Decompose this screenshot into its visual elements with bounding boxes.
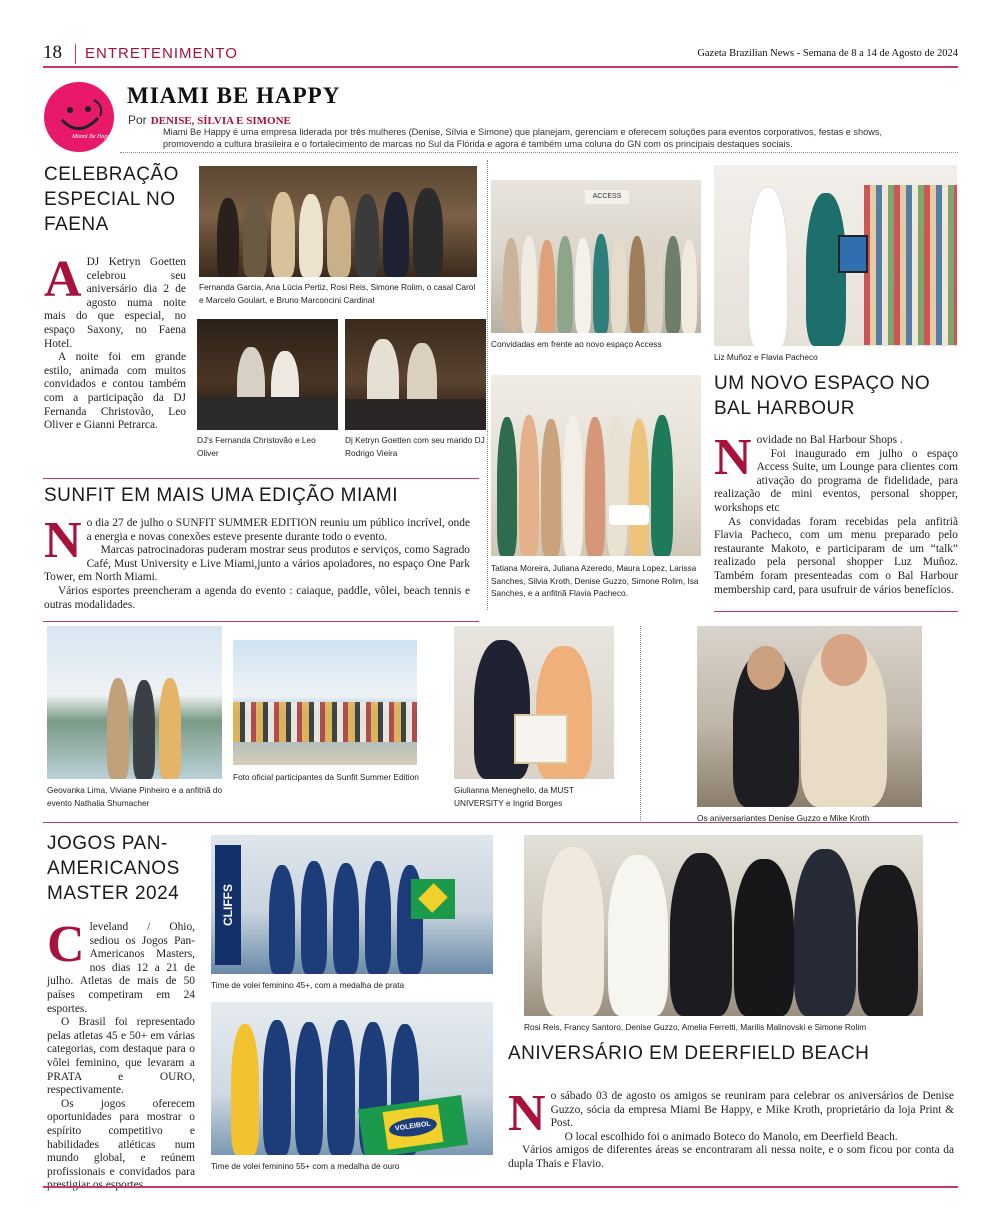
access-column-divider xyxy=(487,160,488,610)
faena-ketryn-photo xyxy=(345,319,486,430)
access-hosts-caption: Liz Muñoz e Flavia Pacheco xyxy=(714,352,818,362)
deerfield-heading: ANIVERSÁRIO EM DEERFIELD BEACH xyxy=(508,1043,870,1064)
bal-harbour-rule xyxy=(714,611,958,612)
masthead-rule xyxy=(43,66,958,68)
deerfield-drop-cap: N xyxy=(508,1085,546,1142)
sunfit-official-caption: Foto oficial participantes da Sunfit Summer Edition xyxy=(233,772,419,782)
volley-45-caption: Time de volei feminino 45+, com a medalha de prata xyxy=(211,980,405,990)
bal-harbour-article xyxy=(714,429,958,597)
voleibol-flag-text: VOLEIBOL xyxy=(388,1115,438,1140)
sunfit-trio-photo xyxy=(47,626,222,779)
faena-ketryn-caption: Dj Ketryn Goetten com seu marido DJ Rodrigo Vieira xyxy=(345,435,485,458)
cliffs-banner: CLIFFS xyxy=(215,845,241,965)
sunfit-paragraph-3: Vários esportes preencheram a agenda do evento : caiaque, paddle, vôlei, beach tennis e outras modalidades. xyxy=(44,584,470,611)
access-front-caption: Convidadas em frente ao novo espaço Access xyxy=(491,339,662,349)
access-hosts-photo xyxy=(714,165,957,346)
column-logo xyxy=(44,82,114,152)
volley-45-photo xyxy=(211,835,493,974)
sunfit-drop-cap: N xyxy=(44,512,82,569)
pan-article xyxy=(47,916,195,1193)
byline-authors: DENISE, SÍLVIA E SIMONE xyxy=(150,115,291,127)
pan-paragraph-1: leveland / Ohio, sediou os Jogos Pan-Americanos Masters, nos dias 12 a 21 de julho. Atletas de mais de 50 países competiram em 24 esportes. xyxy=(47,921,195,1015)
sunfit-paragraph-2: Marcas patrocinadoras puderam mostrar seus produtos e serviços, como Sagrado Café, Must University e Live Miami,junto a vários apoiadores, no espaço One Park Tower, em North Miami. xyxy=(44,544,470,584)
faena-djs-photo xyxy=(197,319,338,430)
deerfield-group-photo xyxy=(524,835,923,1016)
publication-name: Gazeta Brazilian News xyxy=(697,48,795,59)
sunfit-must-photo xyxy=(454,626,614,779)
faena-djs-caption: DJ's Fernanda Christovão e Leo Oliver xyxy=(197,435,316,458)
faena-paragraph-1: DJ Ketryn Goetten celebrou seu aniversário dia 2 de agosto numa noite mais do que especial, no espaço Saxony, no Faena Hotel. xyxy=(44,256,186,350)
issue-week: Semana de 8 a 14 de Agosto de 2024 xyxy=(802,48,958,59)
sunfit-must-caption: Giulianna Meneghello, da MUST UNIVERSITY e Ingrid Borges xyxy=(454,785,574,808)
header-dotted-rule xyxy=(120,152,958,153)
sunfit-bottom-rule xyxy=(43,621,479,622)
masthead-divider xyxy=(75,44,76,64)
access-group-photo xyxy=(491,375,701,556)
bal-harbour-paragraph-3: As convidadas foram recebidas pela anfitriã Flavia Pacheco, com um menu preparado pelo restaurante Makoto, e participaram de um “talk” realizado pela personal shopper Luz Muñoz. Também foram presenteadas com o Bal Harbour membership card, para usufruir de vários benefícios. xyxy=(714,515,958,596)
section-name: ENTRETENIMENTO xyxy=(85,45,238,62)
column-description: Miami Be Happy é uma empresa liderada por três mulheres (Denise, Sílvia e Simone) que planejam, gerenciam e oferecem soluções para eventos corporativos, festas e shows, promovendo a cultura brasileira e o fortalecimento de marcas no Sul da Flórida e agora é também uma coluna do GN com os principais destaques sociais. xyxy=(163,127,883,149)
sunfit-article xyxy=(44,512,470,612)
birthday-divider xyxy=(640,626,641,821)
logo-text: Miami Be Happy xyxy=(72,134,113,140)
pan-heading: JOGOS PAN-AMERICANOS MASTER 2024 xyxy=(47,833,180,904)
bal-harbour-paragraph-2: Foi inaugurado em julho o espaço Access Suite, um Lounge para clientes com ativação do programa de fidelidade, para realização de mini eventos, personal shopper, workshops etc xyxy=(714,447,958,514)
access-front-photo xyxy=(491,180,701,333)
page-number: 18 xyxy=(43,42,62,63)
separator: - xyxy=(796,48,801,59)
bal-harbour-heading: UM NOVO ESPAÇO NO BAL HARBOUR xyxy=(714,373,931,419)
faena-drop-cap: A xyxy=(44,251,82,308)
volley-55-photo xyxy=(211,1002,493,1155)
access-group-caption: Tatiana Moreira, Juliana Azeredo, Maura Lopez, Larissa Sanches, Silvia Kroth, Denise Guzzo, Simone Rolim, Isa Sanches, e a anfitriã Flavia Pacheco. xyxy=(491,563,699,598)
faena-heading: CELEBRAÇÃO ESPECIAL NO FAENA xyxy=(44,164,179,235)
faena-group-caption: Fernanda Garcia, Ana Lúcia Pertiz, Rosi Reis, Simone Rolim, o casal Carol e Marcelo Goulart, e Bruno Marconcini Cardinal xyxy=(199,282,476,305)
birthday-couple-caption: Os aniversariantes Denise Guzzo e Mike Kroth xyxy=(697,813,870,823)
access-store-sign: ACCESS xyxy=(585,190,629,204)
bal-harbour-drop-cap: N xyxy=(714,429,752,486)
footer-rule xyxy=(43,1186,958,1188)
deerfield-paragraph-3: Vários amigos de diferentes áreas se encontraram ali nessa noite, e o som ficou por conta da dupla Thais e Flavio. xyxy=(508,1144,954,1170)
deerfield-paragraph-1: o sábado 03 de agosto os amigos se reuniram para celebrar os aniversários de Denise Guzzo, sócia da empresa Miami Be Happy, e Mike Kroth, proprietário da loja Print & Post. xyxy=(550,1090,954,1130)
photo-row-rule xyxy=(43,822,958,823)
deerfield-paragraph-2: O local escolhido foi o animado Boteco do Manolo, em Deerfield Beach. xyxy=(564,1130,898,1143)
deerfield-photo-caption: Rosi Reis, Francy Santoro, Denise Guzzo, Amelia Ferretti, Marilis Malinovski e Simone Rolim xyxy=(524,1022,867,1032)
sunfit-paragraph-1: o dia 27 de julho o SUNFIT SUMMER EDITION reuniu um público incrível, onde a energia e novas conexões esteve presente durante todo o evento. xyxy=(86,517,470,543)
sunfit-top-rule xyxy=(43,478,479,479)
byline-prefix: Por xyxy=(128,113,147,127)
smiley-logo-icon xyxy=(44,82,114,152)
sunfit-heading: SUNFIT EM MAIS UMA EDIÇÃO MIAMI xyxy=(44,485,399,506)
column-title: MIAMI BE HAPPY xyxy=(127,83,341,108)
birthday-couple-photo xyxy=(697,626,922,807)
faena-paragraph-2: A noite foi em grande estilo, animada com muitos convidados e contou também com a participação da DJ Fernanda Christovão, Leo Oliver e Gianni Petrarca. xyxy=(44,351,186,432)
faena-article xyxy=(44,251,186,433)
pan-paragraph-2: O Brasil foi representado pelas atletas 45 e 50+ em várias categorias, com destaque para o vôlei feminino, que levaram a PRATA e OURO, respectivamente. xyxy=(47,1016,195,1097)
pan-drop-cap: C xyxy=(47,916,85,973)
sunfit-official-photo xyxy=(233,640,417,765)
bal-harbour-paragraph-1: ovidade no Bal Harbour Shops . xyxy=(756,434,903,446)
publication-info xyxy=(697,48,958,59)
sunfit-trio-caption: Geovanka Lima, Viviane Pinheiro e a anfitriã do evento Nathalia Shumacher xyxy=(47,785,223,808)
volley-55-caption: Time de volei feminino 55+ com a medalha de ouro xyxy=(211,1161,400,1171)
faena-group-photo xyxy=(199,166,477,277)
deerfield-article xyxy=(508,1085,954,1172)
pan-paragraph-3: Os jogos oferecem oportunidades para mostrar o espírito competitivo e habilidades atléticas num mundo global, e reúnem profissionais e convidados para prestigiar os esportes. xyxy=(47,1097,195,1192)
